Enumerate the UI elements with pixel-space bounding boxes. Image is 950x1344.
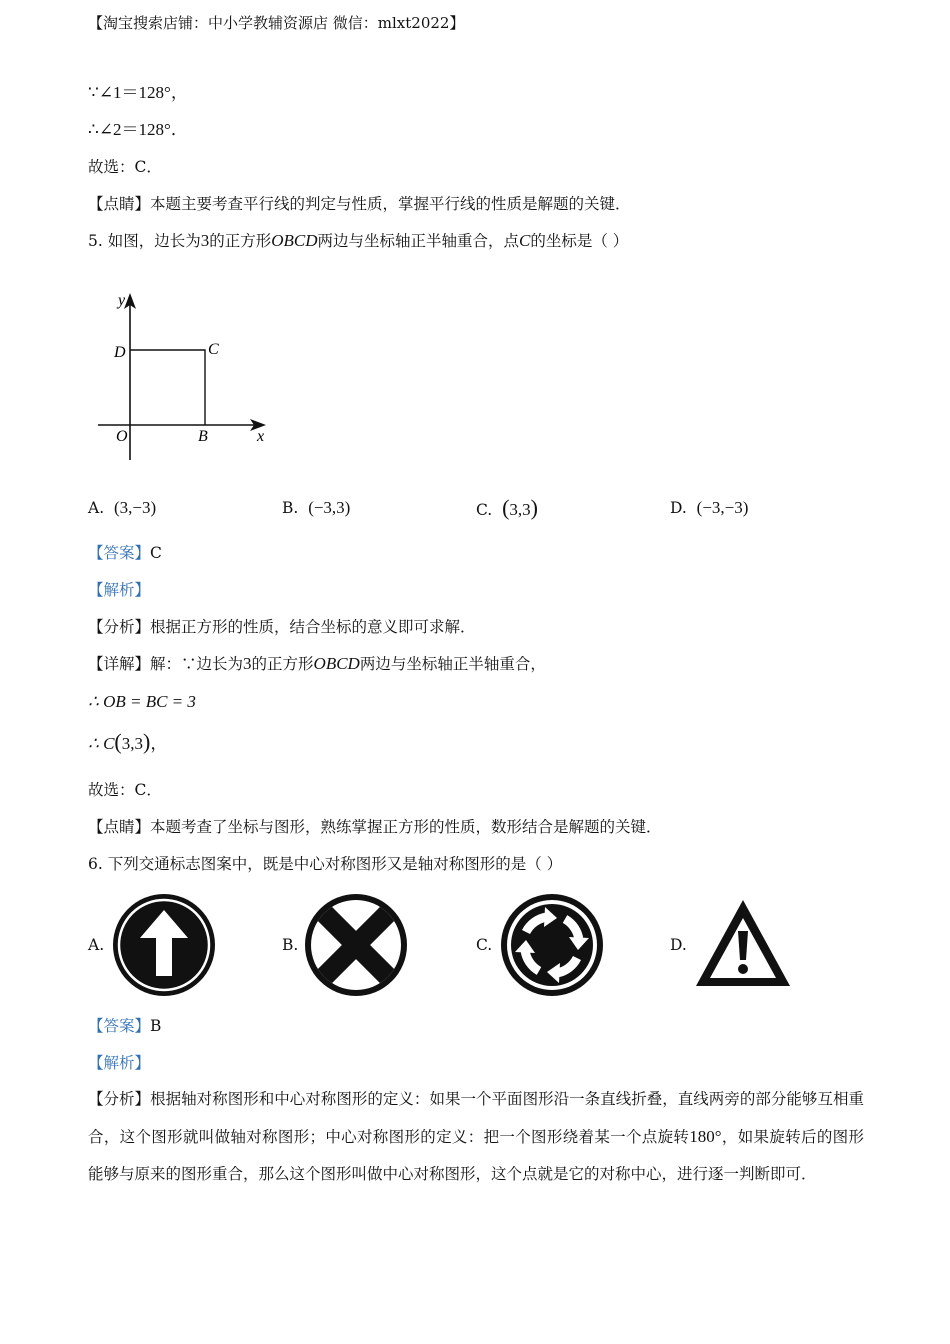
prev-choice: 故选：C． (88, 158, 162, 176)
prev-comment (88, 194, 631, 214)
warning-triangle-sign-icon (693, 896, 793, 990)
answer-tag: 【答案】 (88, 1017, 151, 1035)
q5-comment (88, 817, 662, 837)
q5-fenxi (88, 617, 476, 637)
comment-text: 本题主要考查平行线的判定与性质，掌握平行线的性质是解题的关键． (150, 195, 631, 213)
q5-stem (88, 231, 628, 251)
option-value: 3,3 (509, 500, 531, 519)
option-value: (3,−3) (113, 498, 157, 517)
prev-step-2: ∴∠2＝128°． (88, 120, 188, 139)
q5-option-b[interactable] (282, 498, 350, 518)
xiangjie-tag: 【详解】 (88, 655, 151, 673)
arrow-up-sign-icon (111, 892, 217, 998)
q5-answer (88, 543, 162, 563)
q6-option-a-label[interactable]: A. (88, 936, 105, 954)
fenxi-text: 根据正方形的性质，结合坐标的意义即可求解． (150, 618, 476, 636)
option-label: C. (476, 501, 493, 519)
label-c: C (208, 341, 219, 358)
option-label: A. (88, 499, 105, 517)
q6-option-b-label[interactable]: B. (282, 936, 299, 954)
comment-text: 本题考查了坐标与图形，熟练掌握正方形的性质，数形结合是解题的关键． (150, 818, 662, 836)
option-value: (−3,3) (308, 498, 351, 517)
answer-tag: 【答案】 (88, 544, 151, 562)
label-b: B (198, 428, 208, 445)
q5-step-1: ∴ OB = BC = 3 (88, 692, 196, 711)
q6-option-d-label[interactable]: D. (670, 936, 687, 954)
q5-step-2: ∴ C(3,3)， (88, 729, 168, 754)
label-d: D (114, 344, 126, 361)
label-y: y (118, 292, 126, 309)
comment-tag: 【点睛】 (88, 195, 151, 213)
x-cross-sign-icon (303, 892, 409, 998)
q5-square: OBCD (271, 231, 318, 250)
step2-suffix: ， (150, 734, 168, 753)
label-x: x (257, 428, 265, 445)
q5-point: C (519, 231, 531, 250)
square-obcd (130, 350, 205, 425)
fenxi-text-2: ，如果旋转后的图形能够与原来的图形重合，那么这个图形叫做中心对称图形，这个点就是它的对称中心，进行逐一判断即可． (88, 1128, 864, 1183)
q6-fenxi (88, 1081, 864, 1193)
xiangjie-mid: 的正方形 (251, 655, 314, 673)
q5-stem-suffix: 的坐标是（ ） (530, 232, 629, 250)
fenxi-tag: 【分析】 (88, 618, 151, 636)
option-label: B. (282, 499, 299, 517)
q5-stem-prefix: 5. 如图，边长为 (88, 232, 201, 250)
q5-choice: 故选：C． (88, 781, 162, 799)
header-watermark: 【淘宝搜索店铺：中小学教辅资源店 微信：mlxt2022】 (88, 14, 465, 32)
step2-prefix: ∴ C (88, 734, 115, 753)
xiangjie-prefix: 解：∵边长为 (150, 655, 244, 673)
xiangjie-square: OBCD (313, 654, 360, 673)
q6-stem: 6. 下列交通标志图案中，既是中心对称图形又是轴对称图形的是（ ） (88, 855, 563, 873)
q5-xiangjie (88, 654, 546, 674)
q5-analysis-tag: 【解析】 (88, 581, 151, 599)
q6-analysis-tag: 【解析】 (88, 1054, 151, 1072)
xiangjie-suffix: 两边与坐标轴正半轴重合， (359, 655, 546, 673)
comment-tag: 【点睛】 (88, 818, 151, 836)
q5-stem-mid2: 两边与坐标轴正半轴重合，点 (317, 232, 520, 250)
option-label: D. (670, 499, 687, 517)
xiangjie-side: 3 (243, 654, 252, 673)
q5-side: 3 (200, 231, 210, 250)
answer-value: C (150, 544, 162, 562)
q5-option-c[interactable]: C. (3,3) (476, 495, 538, 520)
q5-option-d[interactable] (670, 498, 748, 518)
q5-option-a[interactable] (88, 498, 156, 518)
q5-stem-mid: 的正方形 (209, 232, 272, 250)
q6-option-c-label[interactable]: C. (476, 936, 493, 954)
fenxi-tag: 【分析】 (88, 1090, 151, 1108)
q6-answer (88, 1016, 161, 1036)
option-value: (−3,−3) (696, 498, 749, 517)
label-o: O (116, 428, 128, 445)
fenxi-text-1: 根据轴对称图形和中心对称图形的定义：如果一个平面图形沿一条直线折叠，直线两旁的部分能够互相重合，这个图形就叫做轴对称图形；中心对称图形的定义：把一个图形绕着某一个点旋转 (88, 1090, 864, 1146)
fenxi-angle: 180° (689, 1127, 722, 1146)
prev-step-1: ∵∠1＝128°， (88, 83, 188, 102)
answer-value: B (150, 1017, 162, 1035)
q5-coordinate-figure (90, 285, 280, 465)
step2-value: 3,3 (121, 734, 143, 753)
roundabout-sign-icon (499, 892, 605, 998)
